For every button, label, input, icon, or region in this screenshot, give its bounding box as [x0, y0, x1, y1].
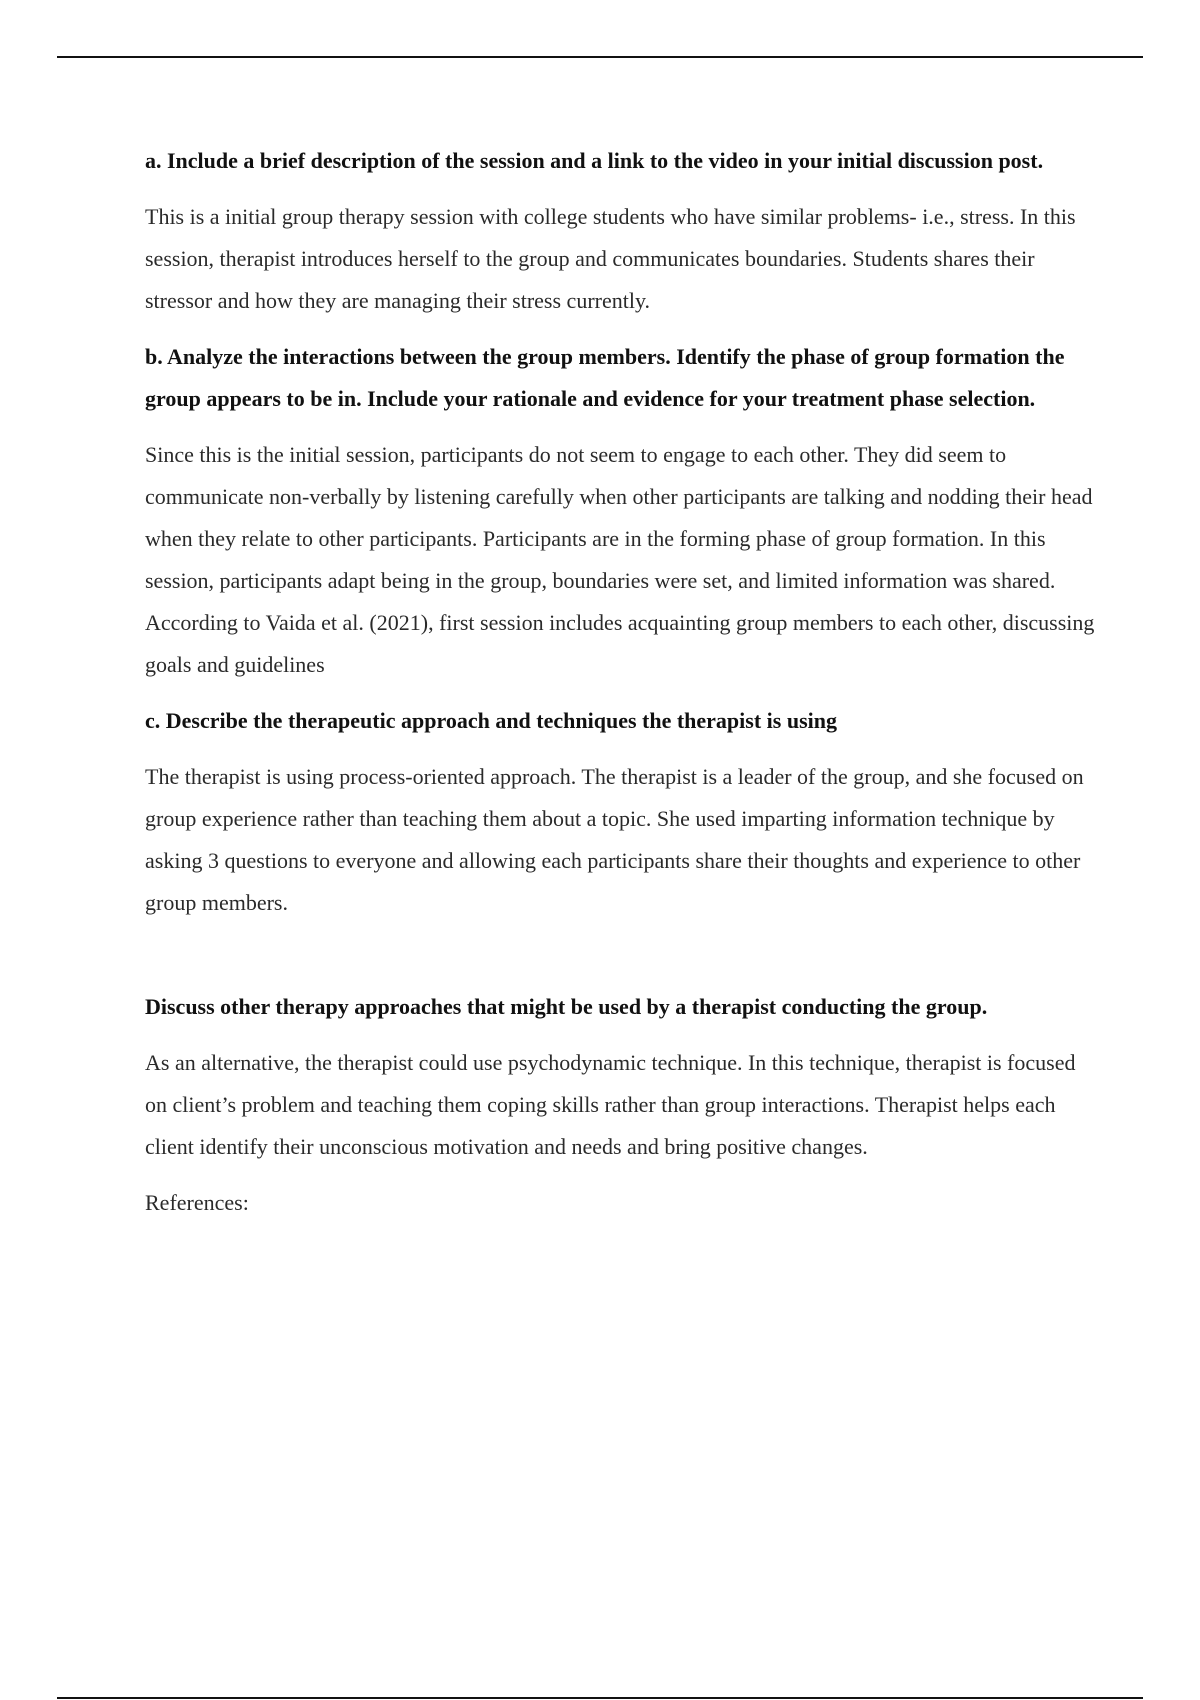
section-other-approaches — [145, 986, 1095, 1168]
section-heading: a. Include a brief description of the session and a link to the video in your initial discussion post. — [145, 148, 1044, 173]
header-rule — [57, 56, 1143, 58]
section-heading: c. Describe the therapeutic approach and techniques the therapist is using — [145, 708, 837, 733]
section-a — [145, 140, 1095, 322]
section-c — [145, 700, 1095, 924]
section-paragraph: This is a initial group therapy session with college students who have similar problems- i.e., stress. In this session, therapist introduces herself to the group and communicates boundaries. Students shares their stressor and how they are managing their stress currently. — [145, 204, 1076, 313]
section-b — [145, 336, 1095, 686]
section-heading: Discuss other therapy approaches that might be used by a therapist conducting the group. — [145, 994, 988, 1019]
section-spacer — [145, 938, 1095, 986]
footer-rule — [57, 1697, 1143, 1699]
section-heading: b. Analyze the interactions between the group members. Identify the phase of group formation the group appears to be in. Include your rationale and evidence for your treatment phase selection. — [145, 344, 1065, 411]
section-paragraph: The therapist is using process-oriented approach. The therapist is a leader of the group, and she focused on group experience rather than teaching them about a topic. She used imparting information technique by asking 3 questions to everyone and allowing each participants share their thoughts and experience to other group members. — [145, 764, 1084, 915]
document-body — [145, 140, 1095, 1238]
section-paragraph: Since this is the initial session, participants do not seem to engage to each other. They did seem to communicate non-verbally by listening carefully when other participants are talking and nodding their head when they relate to other participants. Participants are in the forming phase of group formation. In this session, participants adapt being in the group, boundaries were set, and limited information was shared. According to Vaida et al. (2021), first session includes acquainting group members to each other, discussing goals and guidelines — [145, 442, 1095, 677]
references-label: References: — [145, 1190, 249, 1215]
section-paragraph: As an alternative, the therapist could use psychodynamic technique. In this technique, therapist is focused on client’s problem and teaching them coping skills rather than group interactions. Therapist helps each client identify their unconscious motivation and needs and bring positive changes. — [145, 1050, 1076, 1159]
